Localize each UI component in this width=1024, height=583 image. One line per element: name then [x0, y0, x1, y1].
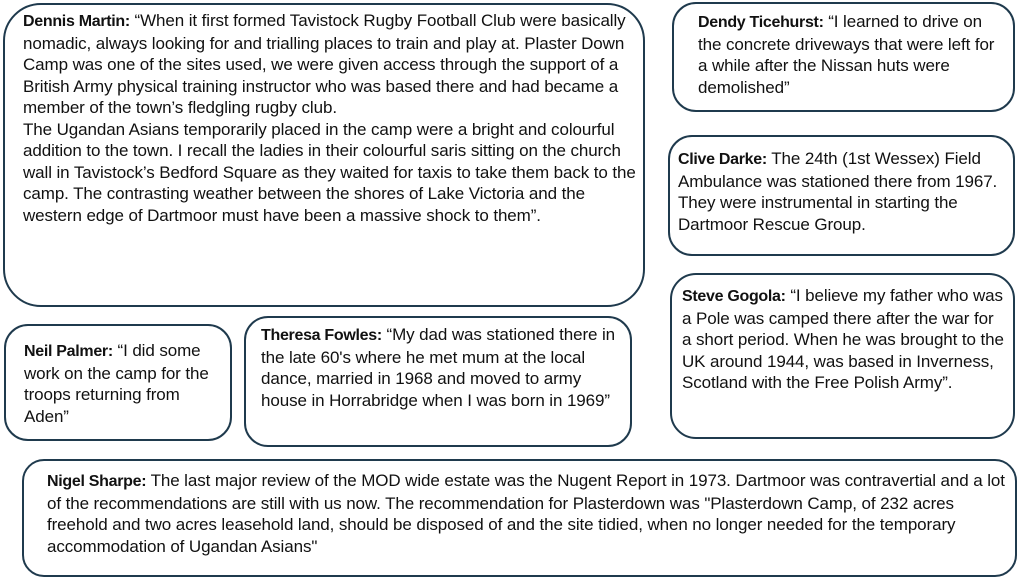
quote-paragraph	[261, 324, 622, 411]
quote-paragraph	[23, 119, 637, 227]
quote-text: “My dad was stationed there in the late 60's where he met mum at the local dance, married in 1968 and moved to army house in Horrabridge when I was born in 1969”	[261, 325, 616, 410]
quote-box-neil-palmer	[4, 324, 232, 441]
speaker-name: Clive Darke:	[678, 151, 767, 168]
quote-text: The last major review of the MOD wide estate was the Nugent Report in 1973. Dartmoor was contravertial and a lot of the recommendations are still with us now. The recommendation for Plasterdown was "Plasterdown Camp, of 232 acres freehold and two acres leasehold land, should be disposed of and the site tidied, when no longer needed for the temporary accommodation of Ugandan Asians"	[47, 471, 1005, 556]
speaker-name: Nigel Sharpe:	[47, 473, 147, 490]
quote-text: The 24th (1st Wessex) Field Ambulance was stationed there from 1967. They were instrumental in starting the Dartmoor Rescue Group.	[678, 149, 998, 234]
quote-box-nigel-sharpe	[22, 459, 1017, 577]
quote-text: “I did some work on the camp for the troops returning from Aden”	[24, 341, 209, 426]
quote-text: “I believe my father who was a Pole was camped there after the war for a short period. When he was brought to the UK around 1944, was based in Inverness, Scotland with the Free Polish Army”.	[682, 286, 1004, 392]
quote-paragraph	[682, 285, 1007, 394]
quote-box-steve-gogola	[670, 273, 1015, 439]
quote-paragraph	[47, 470, 1005, 557]
quote-box-clive-darke	[668, 135, 1015, 256]
quote-box-dennis-martin	[3, 3, 645, 307]
speaker-name: Neil Palmer:	[24, 343, 113, 360]
quote-text: “I learned to drive on the concrete driveways that were left for a while after the Nissan huts were demolished”	[698, 12, 995, 97]
speaker-name: Dendy Ticehurst:	[698, 14, 824, 31]
quote-box-theresa-fowles	[244, 316, 632, 447]
quote-paragraph	[24, 340, 224, 427]
quote-paragraph	[678, 148, 1007, 235]
speaker-name: Theresa Fowles:	[261, 327, 382, 344]
quote-box-dendy-ticehurst	[672, 2, 1015, 112]
speaker-name: Dennis Martin:	[23, 13, 130, 30]
quote-text: “When it first formed Tavistock Rugby Football Club were basically nomadic, always looking for and trialling places to train and play at. Plaster Down Camp was one of the sites used, we were given access through the support of a British Army physical training instructor who was based there and had became a member of the town’s fledgling rugby club.	[23, 11, 626, 117]
quote-text: The Ugandan Asians temporarily placed in the camp were a bright and colourful addition to the town. I recall the ladies in their colourful saris sitting on the church wall in Tavistock’s Bedford Square as they waited for taxis to take them back to the camp. The contrasting weather between the shores of Lake Victoria and the western edge of Dartmoor must have been a massive shock to them”.	[23, 119, 636, 225]
quote-paragraph	[698, 11, 1003, 98]
quote-paragraph	[23, 10, 637, 119]
speaker-name: Steve Gogola:	[682, 288, 786, 305]
